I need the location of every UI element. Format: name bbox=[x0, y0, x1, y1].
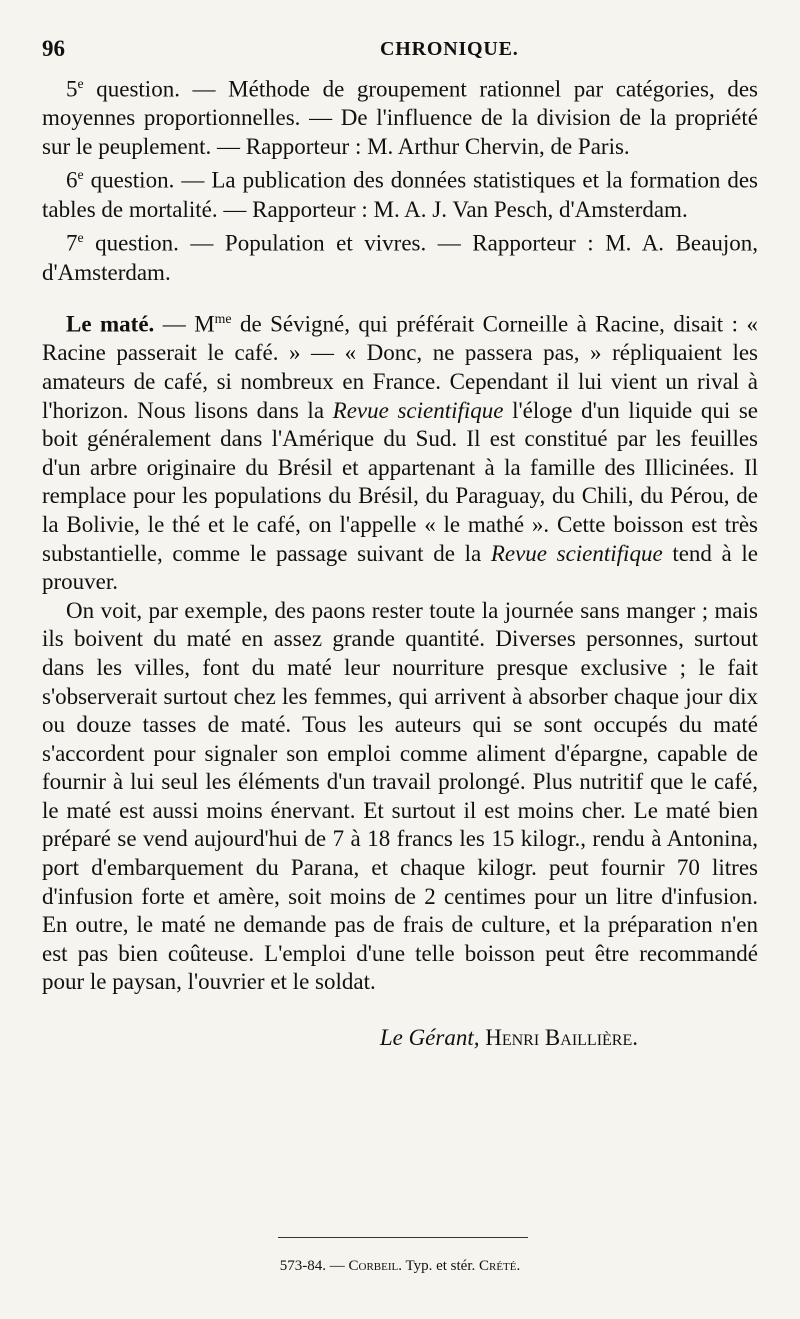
mate-p1-part3: tend à le prouver. bbox=[42, 540, 759, 595]
question-5-paragraph bbox=[42, 70, 758, 161]
revue-scientifique-title-1: Revue scientifique bbox=[332, 397, 504, 423]
footer-middle: Typ. et stér. bbox=[401, 1258, 479, 1274]
section-gap bbox=[42, 287, 758, 305]
footer-engraver: Crété. bbox=[478, 1258, 521, 1274]
mate-madame-sup: me bbox=[214, 311, 232, 327]
signature-name: Henri Baillière. bbox=[485, 1025, 638, 1051]
revue-scientifique-title-2: Revue scientifique bbox=[490, 540, 663, 566]
question-6-paragraph bbox=[42, 161, 758, 224]
signature-line bbox=[42, 1025, 758, 1051]
footer-printer: Corbeil. bbox=[348, 1258, 402, 1274]
page-number: 96 bbox=[42, 36, 65, 61]
article-body bbox=[42, 70, 758, 997]
mate-p1-part1: de Sévigné, qui préférait Corneille à Racine, disait : « Racine passerait le café. » — « Donc, ne passera pas, » répliquaient les amateurs de café, si nombreux en France. Cependant il lui vient un rival à l'horizon. Nous lisons dans la bbox=[42, 311, 758, 423]
question-5-text: question. — Méthode de groupement rationnel par catégories, des moyennes proportionnelles. — De l'influence de la division de la propriété sur le peuplement. — Rapporteur : M. Arthur Chervin, de Paris. bbox=[42, 76, 758, 159]
signature-role: Le Gérant, bbox=[379, 1025, 480, 1051]
question-5-number: 5 bbox=[66, 76, 78, 102]
mate-dash: — M bbox=[154, 311, 215, 337]
running-head bbox=[42, 36, 758, 70]
mate-paragraph-1 bbox=[42, 305, 758, 597]
question-6-ordinal: e bbox=[77, 167, 84, 183]
question-7-paragraph bbox=[42, 224, 758, 287]
mate-paragraph-2: On voit, par exemple, des paons rester toute la journée sans manger ; mais ils boivent du maté en assez grande quantité. Diverses personnes, surtout dans les villes, font du maté leur nourriture presque exclusive ; le fait s'observerait surtout chez les femmes, qui arrivent à absorber chaque jour dix ou douze tasses de maté. Tous les auteurs qui se sont occupés du maté s'accordent pour signaler son emploi comme aliment d'épargne, capable de fournir à lui seul les éléments d'un travail prolongé. Plus nutritif que le café, le maté est aussi moins énervant. Et surtout il est moins cher. Le maté bien préparé se vend aujourd'hui de 7 à 18 francs les 15 kilogr., rendu à Antonina, port d'embarquement du Parana, et chaque kilogr. peut fournir 70 litres d'infusion forte et amère, soit moins de 2 centimes pour un litre d'infusion. En outre, le maté ne demande pas de frais de culture, et la préparation n'en est pas bien coûteuse. L'emploi d'une telle boisson peut être recommandé pour le paysan, l'ouvrier et le soldat. bbox=[42, 597, 758, 995]
mate-section-lead: Le maté. bbox=[66, 311, 155, 337]
printer-footer bbox=[0, 1258, 800, 1275]
question-7-ordinal: e bbox=[77, 230, 84, 246]
running-title: CHRONIQUE. bbox=[380, 38, 519, 60]
question-7-text: question. — Population et vivres. — Rapporteur : M. A. Beaujon, d'Amsterdam. bbox=[42, 230, 758, 285]
question-5-ordinal: e bbox=[77, 76, 84, 91]
footer-code: 573-84. — bbox=[279, 1258, 349, 1274]
footer-divider bbox=[278, 1237, 528, 1238]
mate-p1-part2: l'éloge d'un liquide qui se boit généralement dans l'Amérique du Sud. Il est constitué par les feuilles d'un arbre originaire du Brésil et appartenant à la famille des Illicinées. Il remplace pour les populations du Brésil, du Paraguay, du Chili, du Pérou, de la Bolivie, le thé et le café, on l'appelle « le mathé ». Cette boisson est très substantielle, comme le passage suivant de la bbox=[42, 397, 759, 566]
question-7-number: 7 bbox=[66, 230, 78, 256]
question-6-number: 6 bbox=[66, 168, 78, 194]
question-6-text: question. — La publication des données statistiques et la formation des tables de mortalité. — Rapporteur : M. A. J. Van Pesch, d'Amsterdam. bbox=[42, 168, 758, 222]
